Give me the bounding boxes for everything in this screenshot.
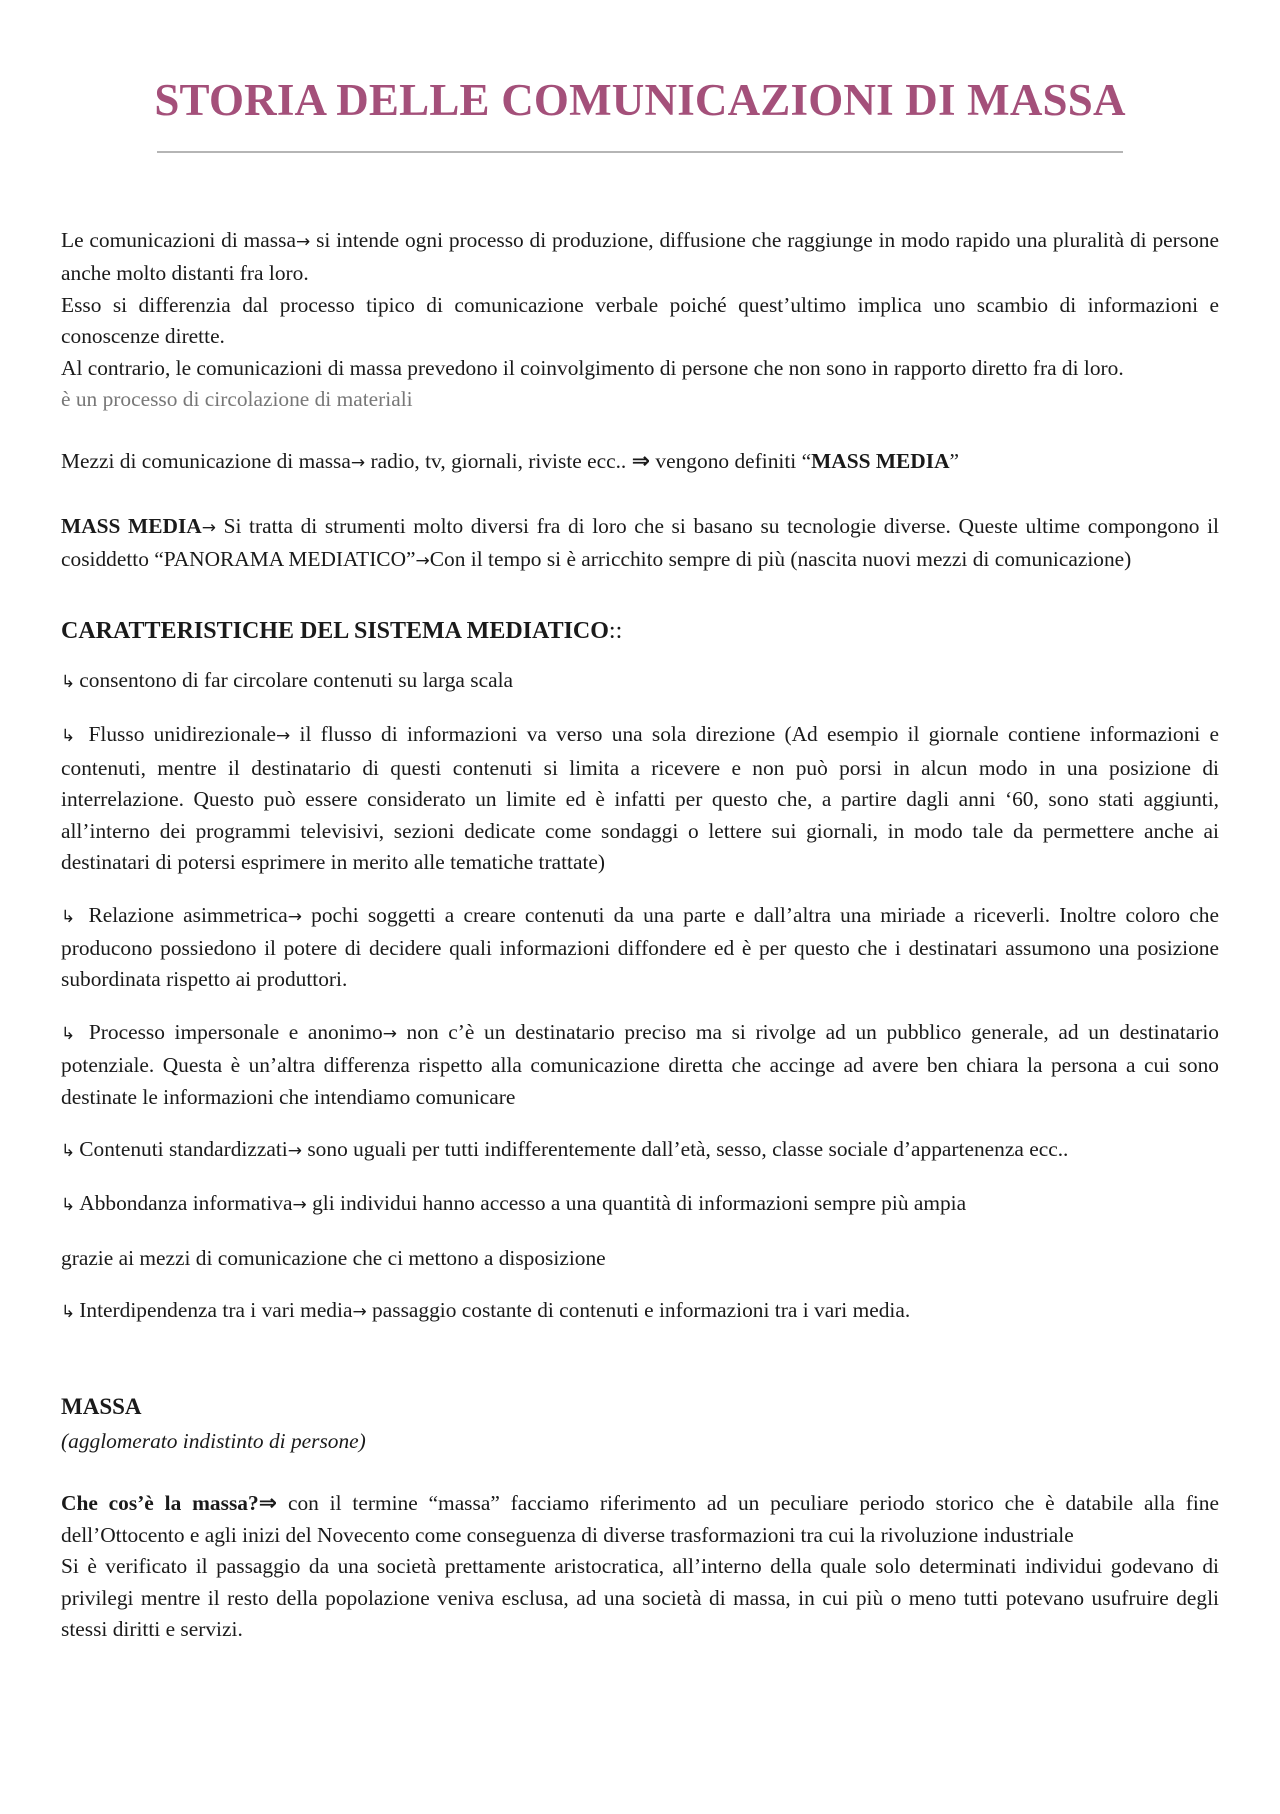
massa-answer: con il termine “massa” facciamo riferimento ad un peculiare periodo storico che è databile alla fine dell’Ottocento e agli inizi del Novecento come conseguenza di diverse trasformazioni tra cui la rivoluzione industriale: [61, 1491, 1219, 1547]
list-item: [61, 719, 1219, 878]
arrow-icon: →: [292, 1195, 307, 1216]
caratteristiche-list: [61, 665, 1219, 1329]
list-item: [61, 1295, 1219, 1328]
list-item: [61, 900, 1219, 996]
mezzi-close-quote: ”: [949, 449, 960, 474]
list-item-text: gli individui hanno accesso a una quantità di informazioni sempre più ampia: [306, 1191, 967, 1216]
heading-suffix: ::: [608, 617, 623, 644]
intro-text: si intende ogni processo di produzione, diffusione che raggiunge in modo rapido una pluralità di persone anche molto distanti fra loro.: [61, 228, 1219, 286]
caratteristiche-heading: [61, 616, 1219, 647]
list-item-text: il flusso di informazioni va verso una sola direzione (Ad esempio il giornale contiene informazioni e contenuti, mentre il destinatario di questi contenuti si limita a ricevere e non può porsi in alcun modo in una posizione di interrelazione. Questo può essere considerato un limite ed è infatti per questo che, a partire dagli anni ‘60, sono stati aggiunti, all’interno dei programmi televisivi, sezioni dedicate come sondaggi o lettere sui giornali, in modo tale da permettere anche ai destinatari di potersi esprimere in merito alle tematiche trattate): [61, 722, 1219, 875]
massa-paragraph-1: [61, 1488, 1219, 1551]
mezzi-list: radio, tv, giornali, riviste ecc..: [365, 449, 632, 474]
list-item-text: sono uguali per tutti indifferentemente dall’età, sesso, classe sociale d’appartenenza ecc..: [302, 1136, 1069, 1161]
arrow-icon: →: [287, 1140, 302, 1161]
arrow-icon: →: [276, 726, 291, 747]
arrow-icon: →: [295, 232, 311, 252]
caratteristiche-heading-text: CARATTERISTICHE DEL SISTEMA MEDIATICO: [61, 617, 609, 644]
massa-question: Che cos’è la massa?: [61, 1491, 259, 1516]
return-arrow-icon: ↳: [61, 1140, 76, 1161]
massa-heading: MASSA: [61, 1393, 142, 1419]
list-item-text: pochi soggetti a creare contenuti da una parte e dall’altra una miriade a riceverli. Inoltre coloro che producono possiedono il potere di decidere quali informazioni diffondere ed è per questo che i destinatari assumono una posizione subordinata rispetto ai produttori.: [61, 902, 1219, 992]
list-item: [61, 1017, 1219, 1113]
return-arrow-icon: ↳: [61, 1302, 76, 1323]
return-arrow-icon: ↳: [61, 1023, 76, 1044]
arrow-icon: →: [352, 1302, 367, 1323]
mass-media-text-1: Si tratta di strumenti molto diversi fra di loro che si basano su tecnologie diverse. Queste ultime compongono il cosiddetto “PANORAMA MEDIATICO”: [61, 513, 1219, 572]
return-arrow-icon: ↳: [61, 906, 76, 927]
intro-paragraph-4: è un processo di circolazione di materiali: [61, 387, 413, 412]
list-item-text: non c’è un destinatario preciso ma si rivolge ad un pubblico generale, ad un destinatario potenziale. Questa è un’altra differenza rispetto alla comunicazione diretta che accinge ad avere ben chiara la persona a cui sono destinate le informazioni che intendiamo comunicare: [61, 1019, 1219, 1109]
return-arrow-icon: ↳: [61, 1195, 76, 1216]
mass-media-text-2: Con il tempo si è arricchito sempre di più (nascita nuovi mezzi di comunicazione): [429, 547, 1132, 572]
list-item: [61, 665, 1219, 698]
massa-paragraph-2: Si è verificato il passaggio da una società prettamente aristocratica, all’interno della quale solo determinati individui godevano di privilegi mentre il resto della popolazione veniva esclusa, ad una società di massa, in cui più o meno tutti potevano usufruire degli stessi diritti e servizi.: [61, 1554, 1219, 1641]
double-arrow-icon: ⇒: [631, 449, 651, 475]
double-arrow-icon: ⇒: [258, 1491, 278, 1517]
mezzi-paragraph: [61, 446, 1219, 479]
mass-media-label: MASS MEDIA: [61, 513, 202, 538]
document-title: STORIA DELLE COMUNICAZIONI DI MASSA: [154, 75, 1126, 125]
return-arrow-icon: ↳: [61, 726, 76, 747]
intro-paragraph-1: [61, 225, 1219, 290]
list-item-lead: Processo impersonale e anonimo: [88, 1019, 383, 1044]
list-item-lead: Abbondanza informativa: [79, 1191, 293, 1216]
massa-subtitle: (agglomerato indistinto di persone): [61, 1428, 366, 1453]
list-item-lead: Interdipendenza tra i vari media: [79, 1298, 353, 1323]
mass-media-term: MASS MEDIA: [811, 449, 950, 474]
list-item-text: passaggio costante di contenuti e informazioni tra i vari media.: [366, 1298, 911, 1323]
intro-paragraph-3: Al contrario, le comunicazioni di massa prevedono il coinvolgimento di persone che non sono in rapporto diretto fra di loro.: [61, 355, 1124, 380]
return-arrow-icon: ↳: [61, 672, 76, 693]
arrow-icon: →: [382, 1023, 397, 1044]
arrow-icon: →: [415, 551, 430, 572]
list-item: [61, 1134, 1219, 1167]
list-item-text: consentono di far circolare contenuti su larga scala: [79, 668, 514, 693]
mass-media-paragraph: [61, 511, 1219, 578]
arrow-icon: →: [201, 517, 216, 538]
list-item-lead: Contenuti standardizzati: [79, 1136, 288, 1161]
list-item-lead: Relazione asimmetrica: [88, 902, 288, 927]
title-divider: [157, 151, 1123, 153]
arrow-icon: →: [350, 453, 366, 474]
list-item-continuation: grazie ai mezzi di comunicazione che ci mettono a disposizione: [61, 1245, 606, 1270]
arrow-icon: →: [287, 906, 302, 927]
intro-lead: Le comunicazioni di massa: [61, 228, 296, 252]
list-item-lead: Flusso unidirezionale: [88, 722, 277, 747]
document-body: [61, 225, 1219, 1645]
mezzi-defined: vengono definiti “: [650, 449, 812, 474]
list-item: [61, 1188, 1219, 1221]
mezzi-lead: Mezzi di comunicazione di massa: [61, 449, 351, 474]
intro-paragraph-2: Esso si differenzia dal processo tipico di comunicazione verbale poiché quest’ultimo implica uno scambio di informazioni e conoscenze dirette.: [61, 292, 1219, 349]
